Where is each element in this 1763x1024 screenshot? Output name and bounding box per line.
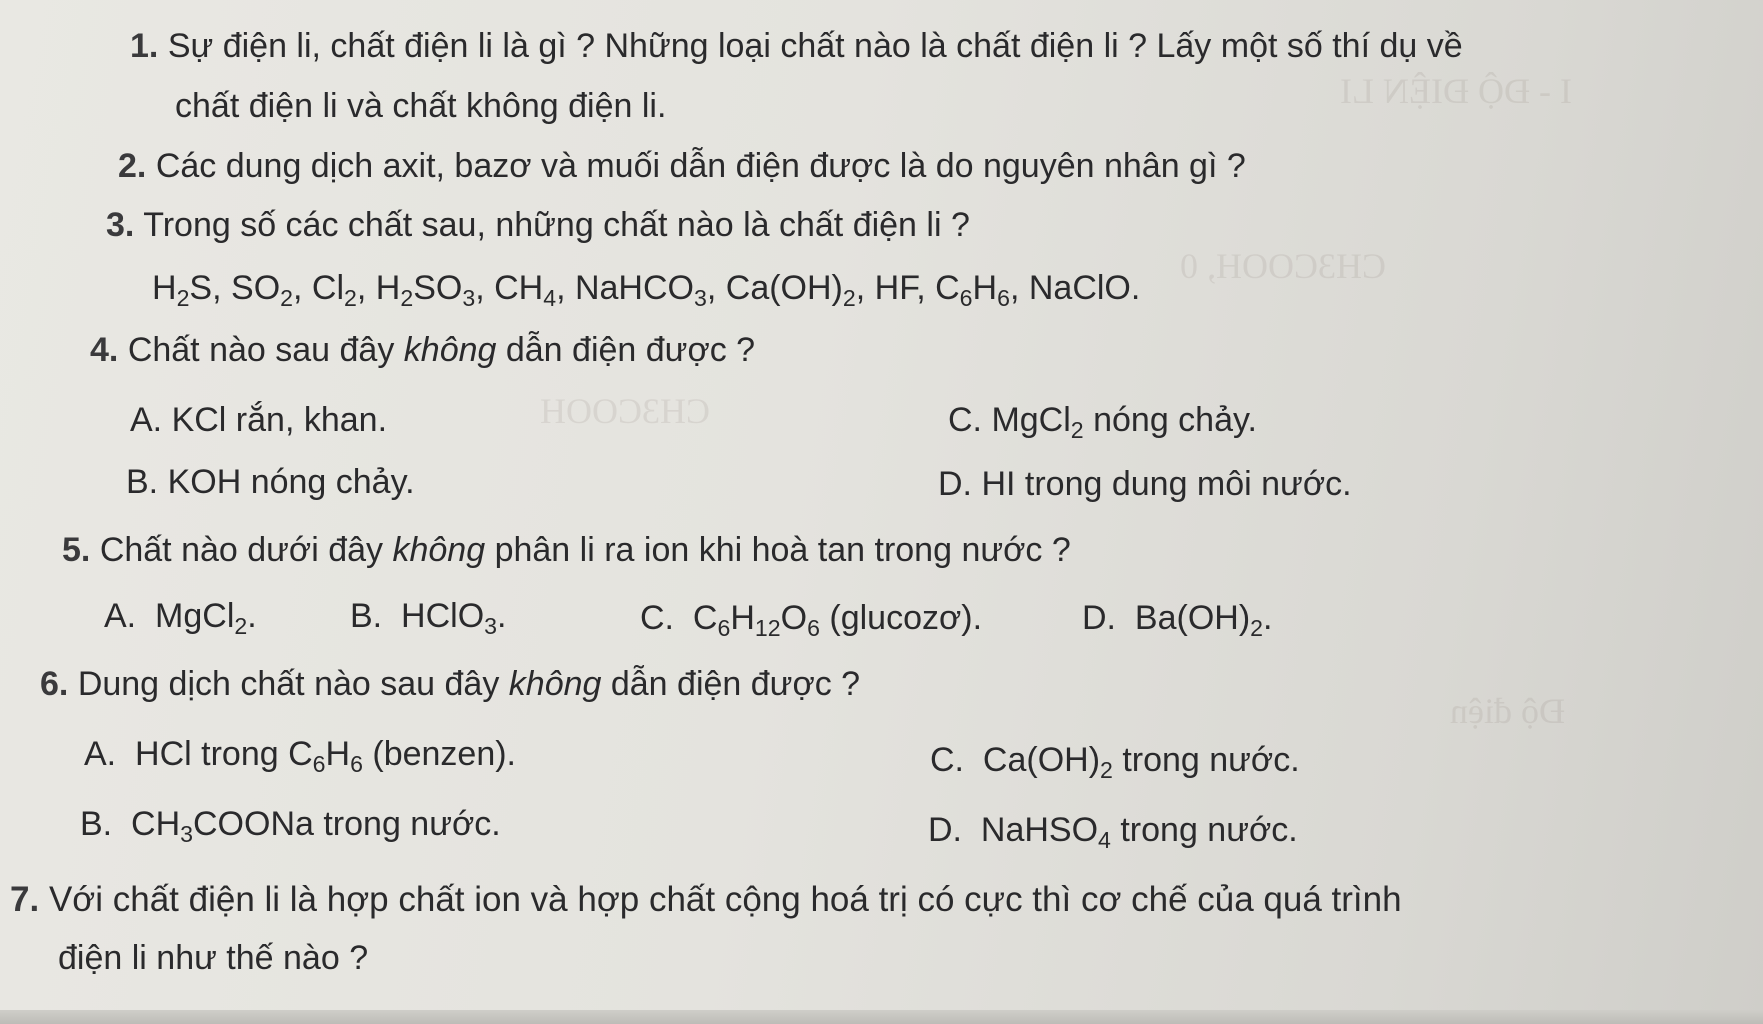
bleed-through: CH3COOH <box>540 391 711 431</box>
option-a: A. HCl trong $C_6H_6$ (benzen). <box>84 735 517 777</box>
option-a: A. KCl rắn, khan. <box>130 401 388 439</box>
question-number: 5. <box>62 531 91 569</box>
question-5: 5. Chất nào dưới đây không phân li ra ion khi hoà tan trong nước ? <box>62 531 1071 569</box>
bleed-through: I - ĐỘ ĐIỆN LI <box>1340 71 1572 111</box>
question-number: 1. <box>130 27 159 65</box>
bleed-through: Độ điện <box>1450 691 1565 731</box>
question-1 <box>130 26 1463 66</box>
question-text: điện li như thế nào ? <box>58 939 369 977</box>
option-b: B. $CH_3COONa$ trong nước. <box>80 805 501 847</box>
question-text: chất điện li và chất không điện li. <box>175 87 667 125</box>
question-text: Trong số các chất sau, những chất nào là chất điện li ? <box>143 206 970 244</box>
question-number: 2. <box>118 147 147 185</box>
option-d: D. HI trong dung môi nước. <box>938 465 1352 503</box>
option-d: D. NaHSO$_4$ trong nước. <box>928 811 1298 853</box>
page-edge-shadow <box>0 1010 1763 1024</box>
question-number: 3. <box>106 206 135 244</box>
question-text: Sự điện li, chất điện li là gì ? Những loại chất nào là chất điện li ? Lấy một số thí dụ về <box>167 27 1463 65</box>
question-number: 6. <box>40 665 69 703</box>
option-b: B. KOH nóng chảy. <box>126 463 415 501</box>
substance-list: $H_2S$, $SO_2$, $Cl_2$, $H_2SO_3$, $CH_4$, NaHCO$_3$, $Ca(OH)_2$, HF, $C_6H_6$, NaClO. <box>152 269 1141 311</box>
emphasis: không <box>508 665 602 703</box>
question-3 <box>106 205 970 245</box>
bleed-through: CH3COOH, 0 <box>1180 246 1387 286</box>
option-a: A. MgCl$_2$. <box>104 597 257 639</box>
question-text: Với chất điện li là hợp chất ion và hợp chất cộng hoá trị có cực thì cơ chế của quá trình <box>48 880 1402 919</box>
option-c: C. MgCl$_2$ nóng chảy. <box>948 401 1257 443</box>
question-6: 6. Dung dịch chất nào sau đây không dẫn điện được ? <box>40 665 861 703</box>
question-4: 4. Chất nào sau đây không dẫn điện được ? <box>90 331 756 369</box>
question-7-line-2 <box>58 938 368 978</box>
question-2 <box>118 146 1246 186</box>
emphasis: không <box>403 331 497 369</box>
option-b: B. HClO$_3$. <box>350 597 507 639</box>
question-text: Các dung dịch axit, bazơ và muối dẫn điện được là do nguyên nhân gì ? <box>155 147 1246 185</box>
question-number: 4. <box>90 331 119 369</box>
emphasis: không <box>392 531 486 569</box>
question-number: 7. <box>10 880 40 919</box>
question-1-line-2 <box>175 86 666 126</box>
option-c: C. $Ca(OH)_2$ trong nước. <box>930 741 1300 783</box>
option-d: D. $Ba(OH)_2$. <box>1082 599 1273 641</box>
question-7 <box>10 880 1402 920</box>
option-c: C. $C_6H_{12}O_6$ (glucozơ). <box>640 599 983 641</box>
